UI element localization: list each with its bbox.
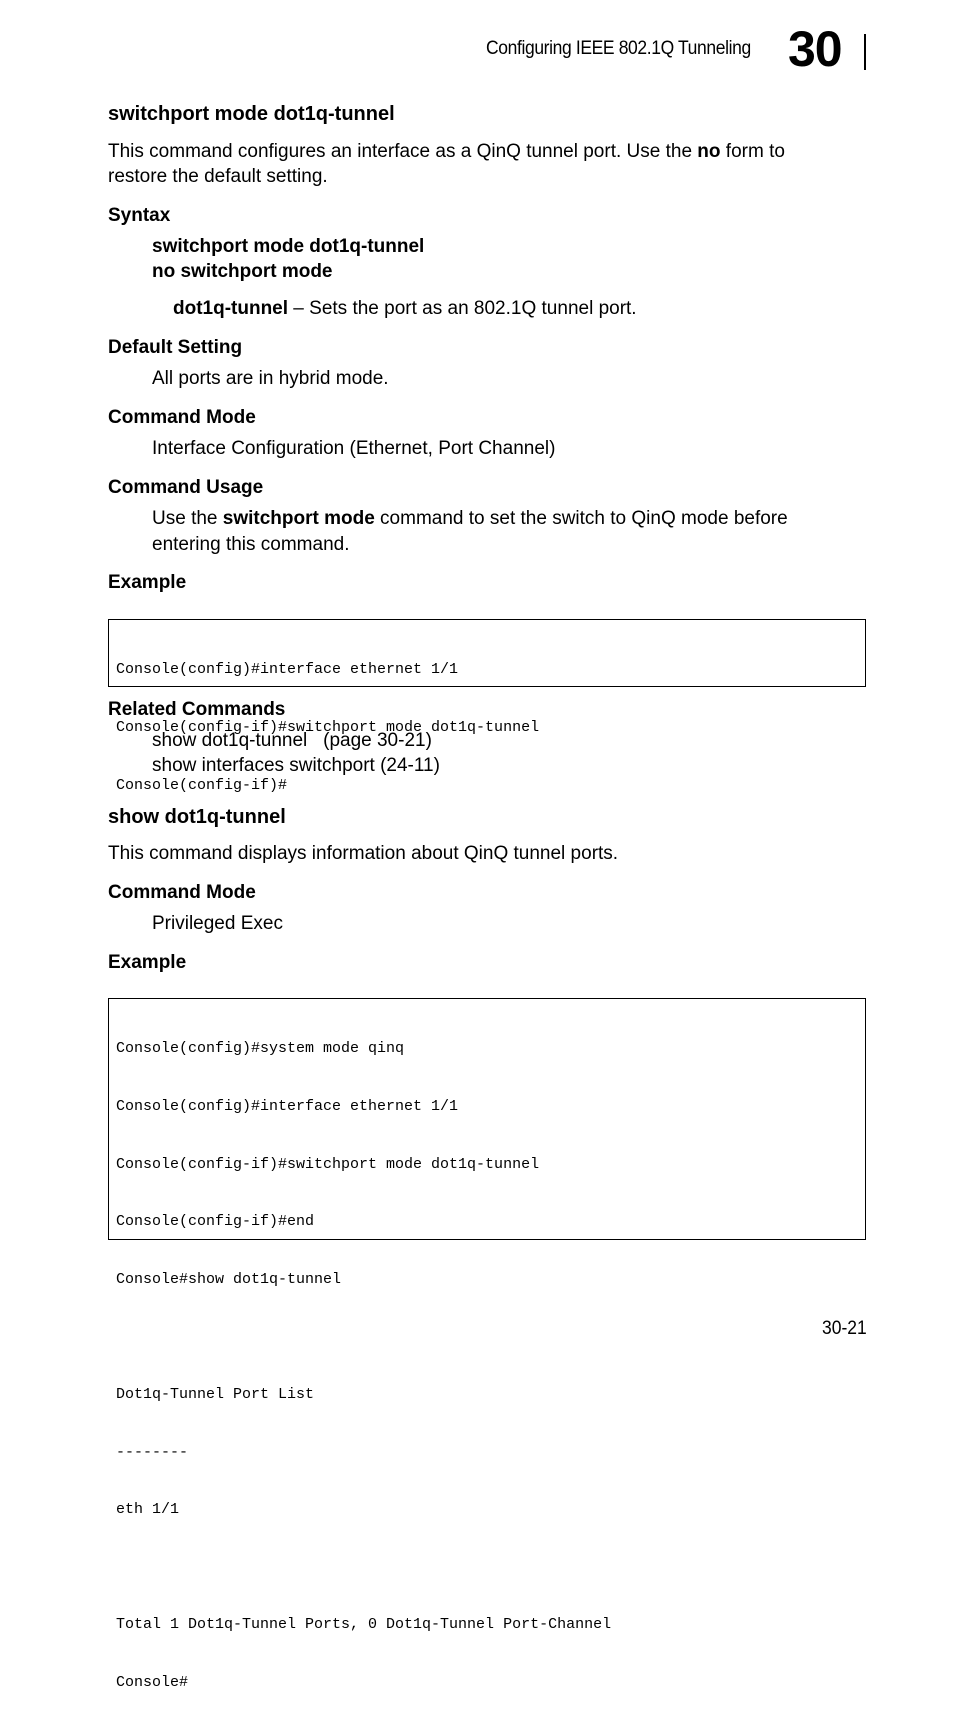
default-setting-heading: Default Setting	[108, 337, 243, 358]
command-mode-heading: Command Mode	[108, 407, 256, 428]
usage-keyword: switchport mode	[222, 508, 375, 529]
default-setting-text: All ports are in hybrid mode.	[152, 368, 389, 389]
command-usage-heading: Command Usage	[108, 477, 264, 498]
code-line: Console(config)#interface ethernet 1/1	[116, 661, 459, 679]
parameter-name: dot1q-tunnel	[173, 298, 289, 319]
chapter-number: 30	[788, 21, 842, 77]
code-line: Console(config-if)#switchport mode dot1q-tunnel	[116, 719, 540, 737]
parameter-text: – Sets the port as an 802.1Q tunnel port.	[288, 298, 637, 319]
usage-text: command to set the switch to QinQ mode before	[374, 508, 788, 529]
section-description	[108, 139, 785, 164]
command-mode-text: Interface Configuration (Ethernet, Port Channel)	[152, 438, 556, 459]
running-header-title: Configuring IEEE 802.1Q Tunneling	[486, 38, 751, 59]
code-line: Dot1q-Tunnel Port List	[116, 1386, 315, 1404]
description-text: form to	[720, 141, 785, 162]
description-keyword: no	[697, 141, 721, 162]
code-line	[116, 1327, 865, 1346]
example-heading: Example	[108, 572, 187, 593]
code-line: Console(config)#interface ethernet 1/1	[116, 1098, 459, 1116]
description-text: This command configures an interface as a QinQ tunnel port. Use the	[108, 141, 698, 162]
related-commands-heading: Related Commands	[108, 699, 286, 720]
code-line: Console(config-if)#end	[116, 1213, 315, 1231]
code-line: Console#show dot1q-tunnel	[116, 1270, 342, 1288]
command-usage-text-line2: entering this command.	[152, 534, 350, 555]
chapter-divider	[864, 34, 866, 70]
code-line: Console#	[116, 1674, 189, 1692]
usage-text: Use the	[152, 508, 223, 529]
parameter-description	[173, 296, 637, 321]
syntax-heading: Syntax	[108, 205, 171, 226]
command-usage-text	[152, 506, 788, 531]
section-description-line2: restore the default setting.	[108, 166, 328, 187]
page-number: 30-21	[822, 1318, 867, 1339]
syntax-line: no switchport mode	[152, 261, 333, 282]
example-heading: Example	[108, 952, 187, 973]
code-line: Console(config-if)#	[116, 776, 288, 794]
code-line: --------	[116, 1443, 189, 1461]
command-mode-text: Privileged Exec	[152, 913, 283, 934]
code-line	[116, 1558, 865, 1577]
section-title-show-dot1q-tunnel: show dot1q-tunnel	[108, 806, 286, 828]
related-command-link: show interfaces switchport (24-11)	[152, 755, 440, 776]
code-line: eth 1/1	[116, 1501, 180, 1519]
syntax-line: switchport mode dot1q-tunnel	[152, 236, 425, 257]
code-line: Console(config-if)#switchport mode dot1q-tunnel	[116, 1155, 540, 1173]
command-mode-heading: Command Mode	[108, 882, 256, 903]
section-description: This command displays information about QinQ tunnel ports.	[108, 843, 619, 864]
code-line: Total 1 Dot1q-Tunnel Ports, 0 Dot1q-Tunnel Port-Channel	[116, 1616, 612, 1634]
section-title-switchport-mode: switchport mode dot1q-tunnel	[108, 103, 395, 125]
related-command-link: show dot1q-tunnel (page 30-21)	[152, 730, 432, 751]
code-line: Console(config)#system mode qinq	[116, 1040, 405, 1058]
